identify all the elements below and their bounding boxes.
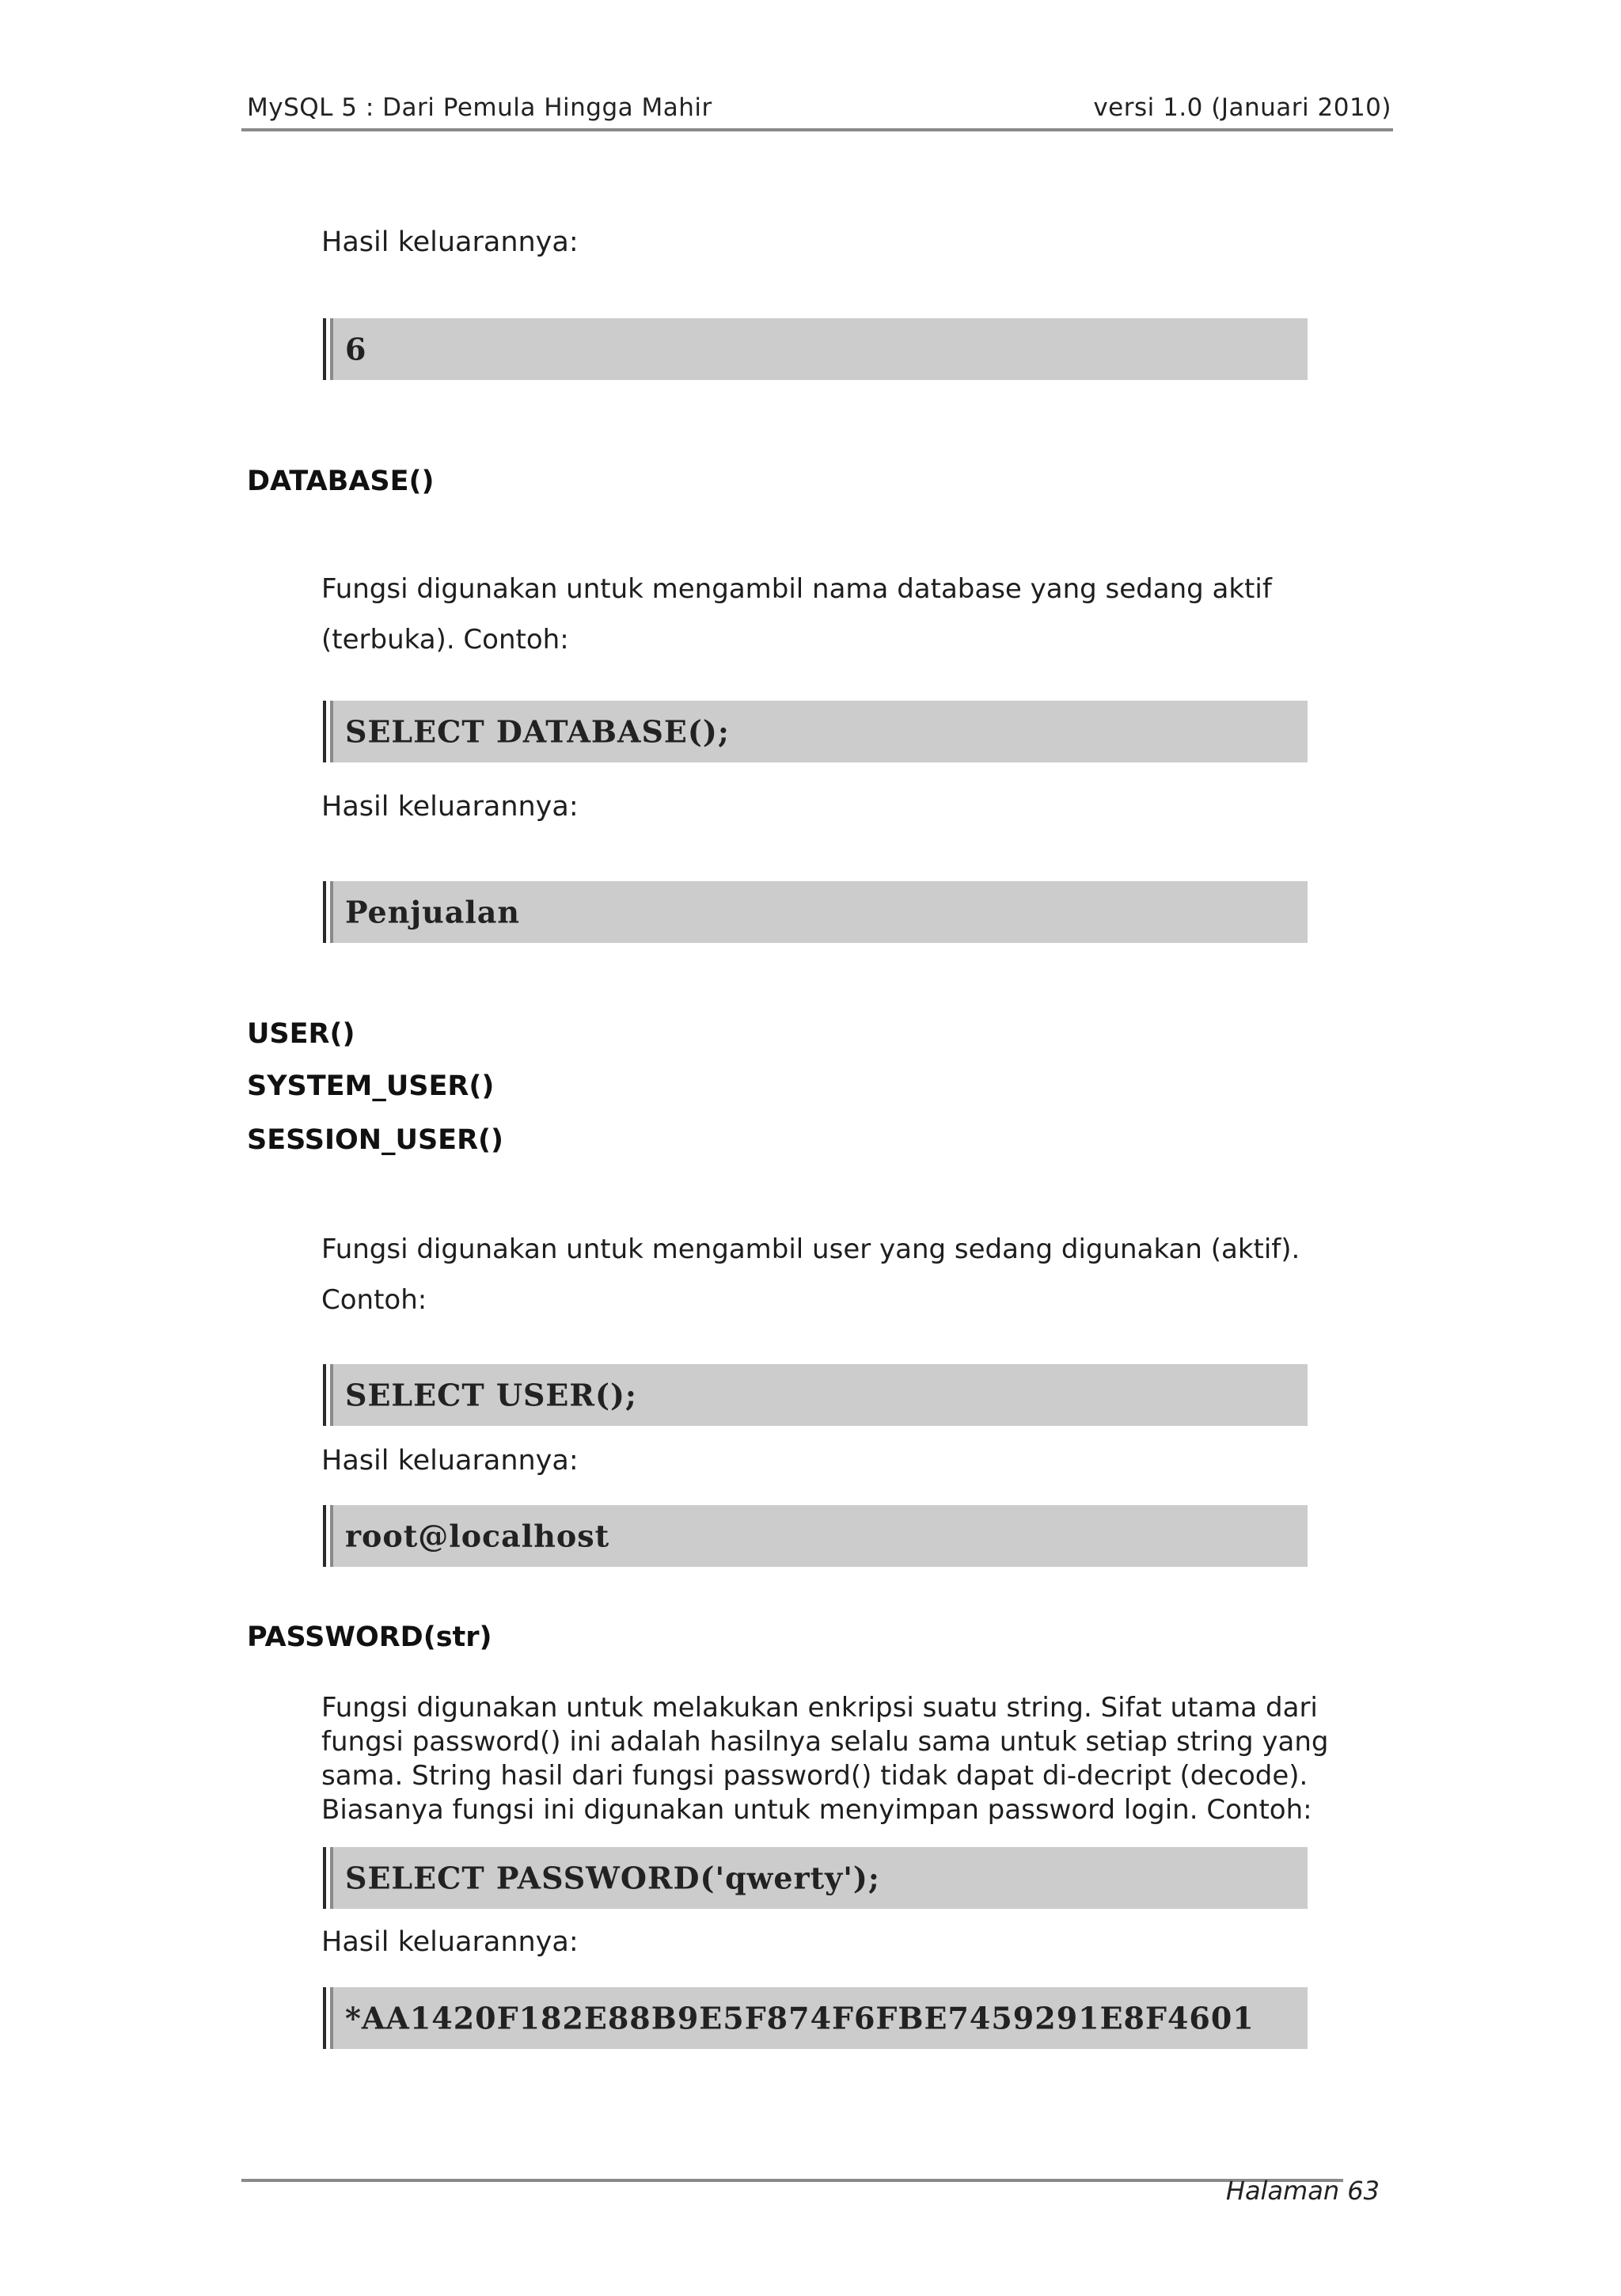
code-block-result (323, 318, 1308, 380)
result-label: Hasil keluarannya: (321, 1926, 579, 1958)
code-block-result (323, 1505, 1308, 1567)
description-line: fungsi password() ini adalah hasilnya selalu sama untuk setiap string yang (321, 1726, 1329, 1758)
password-description (321, 1691, 1350, 1827)
code-text: SELECT PASSWORD('qwerty'); (345, 1860, 880, 1896)
code-block-select-password (323, 1847, 1308, 1909)
footer-rule (241, 2179, 1343, 2182)
code-block-result (323, 1987, 1308, 2049)
page-number: Halaman 63 (1225, 2176, 1380, 2206)
function-heading-password: PASSWORD(str) (247, 1621, 492, 1653)
description-line: Fungsi digunakan untuk mengambil user yang sedang digunakan (aktif). (321, 1234, 1300, 1265)
description-line: Fungsi digunakan untuk mengambil nama database yang sedang aktif (321, 573, 1272, 605)
user-description (321, 1224, 1350, 1325)
code-text: root@localhost (345, 1518, 610, 1554)
header-rule (241, 128, 1393, 131)
database-description (321, 564, 1350, 665)
description-line: Biasanya fungsi ini digunakan untuk menyimpan password login. Contoh: (321, 1794, 1312, 1826)
code-text: SELECT DATABASE(); (345, 713, 730, 750)
code-text: Penjualan (345, 894, 521, 930)
code-text: SELECT USER(); (345, 1377, 637, 1413)
code-text: *AA1420F182E88B9E5F874F6FBE7459291E8F4601 (345, 2000, 1255, 2036)
result-label: Hasil keluarannya: (321, 1445, 579, 1477)
function-heading-system-user: SYSTEM_USER() (247, 1070, 495, 1102)
header-title: MySQL 5 : Dari Pemula Hingga Mahir (247, 93, 712, 122)
function-heading-database: DATABASE() (247, 466, 435, 497)
header-version: versi 1.0 (Januari 2010) (1093, 93, 1391, 122)
description-line: Contoh: (321, 1284, 427, 1316)
code-text: 6 (345, 331, 367, 367)
result-label: Hasil keluarannya: (321, 791, 579, 823)
description-line: (terbuka). Contoh: (321, 624, 569, 656)
code-block-select-user (323, 1364, 1308, 1426)
function-heading-session-user: SESSION_USER() (247, 1124, 504, 1156)
code-block-select-database (323, 701, 1308, 762)
code-block-result (323, 881, 1308, 943)
result-label: Hasil keluarannya: (321, 226, 579, 258)
description-line: sama. String hasil dari fungsi password() tidak dapat di-decript (decode). (321, 1760, 1308, 1792)
description-line: Fungsi digunakan untuk melakukan enkripsi suatu string. Sifat utama dari (321, 1692, 1318, 1724)
function-heading-user: USER() (247, 1018, 355, 1050)
